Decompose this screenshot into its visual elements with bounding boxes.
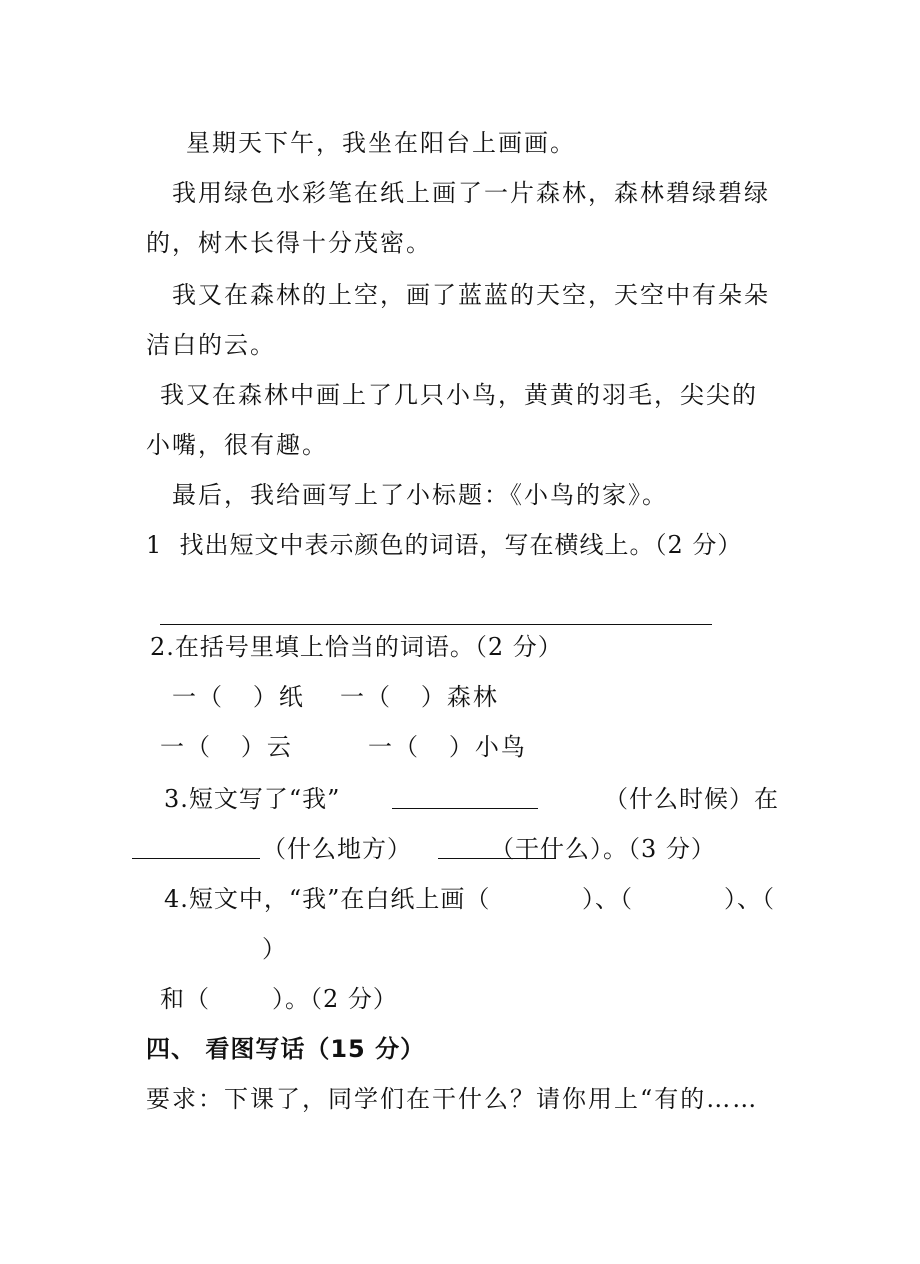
q2-blank-bird[interactable]: 一（ ）小鸟	[368, 733, 527, 761]
answer-line-q3-where[interactable]	[132, 858, 260, 859]
question-1: 1 找出短文中表示颜色的词语，写在横线上。（2 分）	[146, 531, 743, 559]
q2-blank-forest[interactable]: 一（ ）森林	[340, 683, 499, 711]
section-4-title: 四、 看图写话（15 分）	[146, 1035, 426, 1063]
question-2-title: 2.在括号里填上恰当的词语。（2 分）	[150, 633, 563, 661]
question-4-line3a: 和（	[160, 985, 210, 1013]
passage-line-5: 洁白的云。	[146, 331, 276, 359]
question-3-when: （什么时候）在	[604, 785, 779, 813]
question-4-line2: ）	[262, 935, 287, 963]
passage-line-2: 我用绿色水彩笔在纸上画了一片森林，森林碧绿碧绿	[172, 179, 770, 207]
question-4-line3b: ）。（2 分）	[272, 985, 398, 1013]
passage-line-7: 小嘴，很有趣。	[146, 431, 328, 459]
question-4-line1: 4.短文中，“我”在白纸上画（	[164, 885, 491, 913]
answer-line-q3-when[interactable]	[392, 808, 538, 809]
section-4-requirement: 要求：下课了，同学们在干什么？请你用上“有的……	[146, 1085, 759, 1113]
question-3-what: （干什么）。（3 分）	[490, 835, 716, 863]
answer-line-q1[interactable]	[160, 624, 712, 625]
question-4-sep1: ）、（	[582, 885, 633, 913]
passage-line-4: 我又在森林的上空，画了蓝蓝的天空，天空中有朵朵	[172, 281, 770, 309]
passage-line-6: 我又在森林中画上了几只小鸟，黄黄的羽毛，尖尖的	[160, 381, 758, 409]
q2-blank-cloud[interactable]: 一（ ）云	[160, 733, 293, 761]
passage-line-1: 星期天下午，我坐在阳台上画画。	[186, 129, 576, 157]
q2-blank-paper[interactable]: 一（ ）纸	[172, 683, 305, 711]
passage-line-3: 的，树木长得十分茂密。	[146, 229, 432, 257]
question-3-part1: 3.短文写了“我”	[164, 785, 341, 813]
passage-line-8: 最后，我给画写上了小标题：《小鸟的家》。	[172, 481, 668, 509]
question-3-where: （什么地方）	[262, 835, 412, 863]
question-4-sep2: ）、（	[724, 885, 775, 913]
